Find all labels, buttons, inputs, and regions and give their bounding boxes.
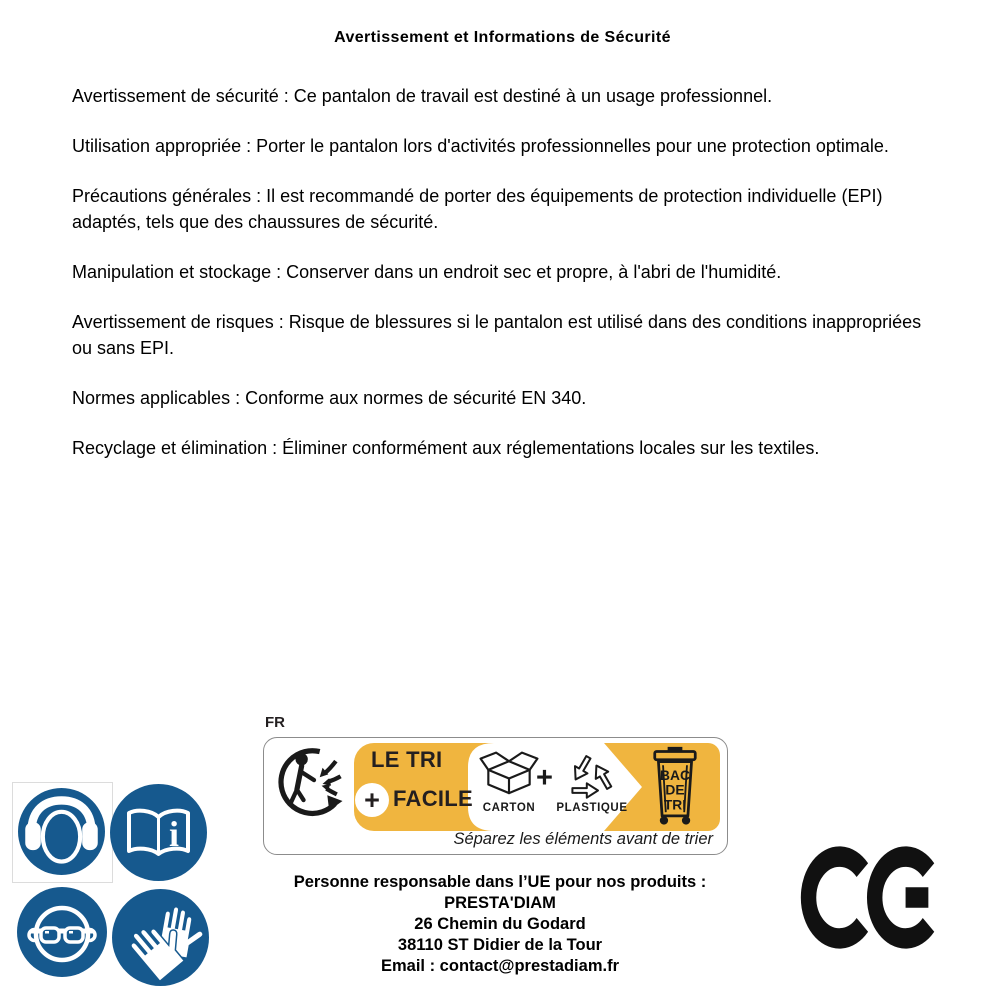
wear-protective-gloves-icon — [112, 889, 209, 986]
carton-label: CARTON — [482, 802, 536, 814]
safety-paragraph: Utilisation appropriée : Porter le pantalon lors d'activités professionnelles pour une protection optimale. — [72, 136, 889, 156]
bin-text-tri: TRI — [663, 797, 687, 813]
slogan-facile: FACILE — [393, 786, 474, 811]
address-street: 26 Chemin du Godard — [414, 915, 586, 933]
wear-ear-protection-icon — [18, 788, 105, 875]
bin-text-bac: BAC — [660, 767, 690, 783]
sorting-bin-icon — [648, 745, 702, 826]
ce-marking-icon — [799, 842, 946, 954]
plastic-recycling-icon — [566, 748, 614, 801]
page-title: Avertissement et Informations de Sécurité — [334, 29, 671, 46]
mandatory-pictograms — [12, 782, 214, 988]
contact-email: Email : contact@prestadiam.fr — [381, 957, 619, 975]
safety-paragraph: Recyclage et élimination : Éliminer conformément aux réglementations locales sur les textiles. — [72, 438, 820, 458]
plastique-label: PLASTIQUE — [556, 802, 628, 814]
bin-text-de: DE — [665, 782, 685, 798]
slogan-plus-badge: + — [355, 783, 389, 817]
company-name: PRESTA'DIAM — [444, 894, 556, 912]
sorting-tagline: Séparez les éléments avant de trier — [453, 830, 713, 848]
safety-paragraph: Avertissement de sécurité : Ce pantalon de travail est destiné à un usage professionnel. — [72, 86, 773, 106]
read-instruction-manual-icon — [110, 784, 207, 881]
responsible-person-block — [252, 872, 748, 977]
safety-paragraph: Avertissement de risques : Risque de blessures si le pantalon est utilisé dans des conditions inappropriées ou sans EPI. — [72, 312, 922, 358]
materials-plus-sign: + — [536, 762, 553, 794]
info-tri-recycling-label — [263, 737, 728, 855]
address-city: 38110 ST Didier de la Tour — [397, 936, 603, 954]
safety-paragraph: Précautions générales : Il est recommandé de porter des équipements de protection individuelle (EPI) adaptés, tels que des chaussures de sécurité. — [72, 186, 883, 232]
slogan-le-tri: LE TRI — [371, 747, 443, 772]
safety-paragraph: Normes applicables : Conforme aux normes de sécurité EN 340. — [72, 388, 587, 408]
manual-info-glyph: i — [168, 814, 180, 854]
responsible-person-intro: Personne responsable dans l’UE pour nos produits : — [293, 873, 707, 891]
carton-box-icon — [478, 749, 540, 801]
safety-paragraphs — [72, 83, 941, 485]
country-code-label: FR — [265, 714, 285, 731]
wear-eye-protection-icon — [17, 887, 107, 977]
safety-paragraph: Manipulation et stockage : Conserver dans un endroit sec et propre, à l'abri de l'humidité. — [72, 262, 782, 282]
triman-icon — [276, 744, 352, 820]
